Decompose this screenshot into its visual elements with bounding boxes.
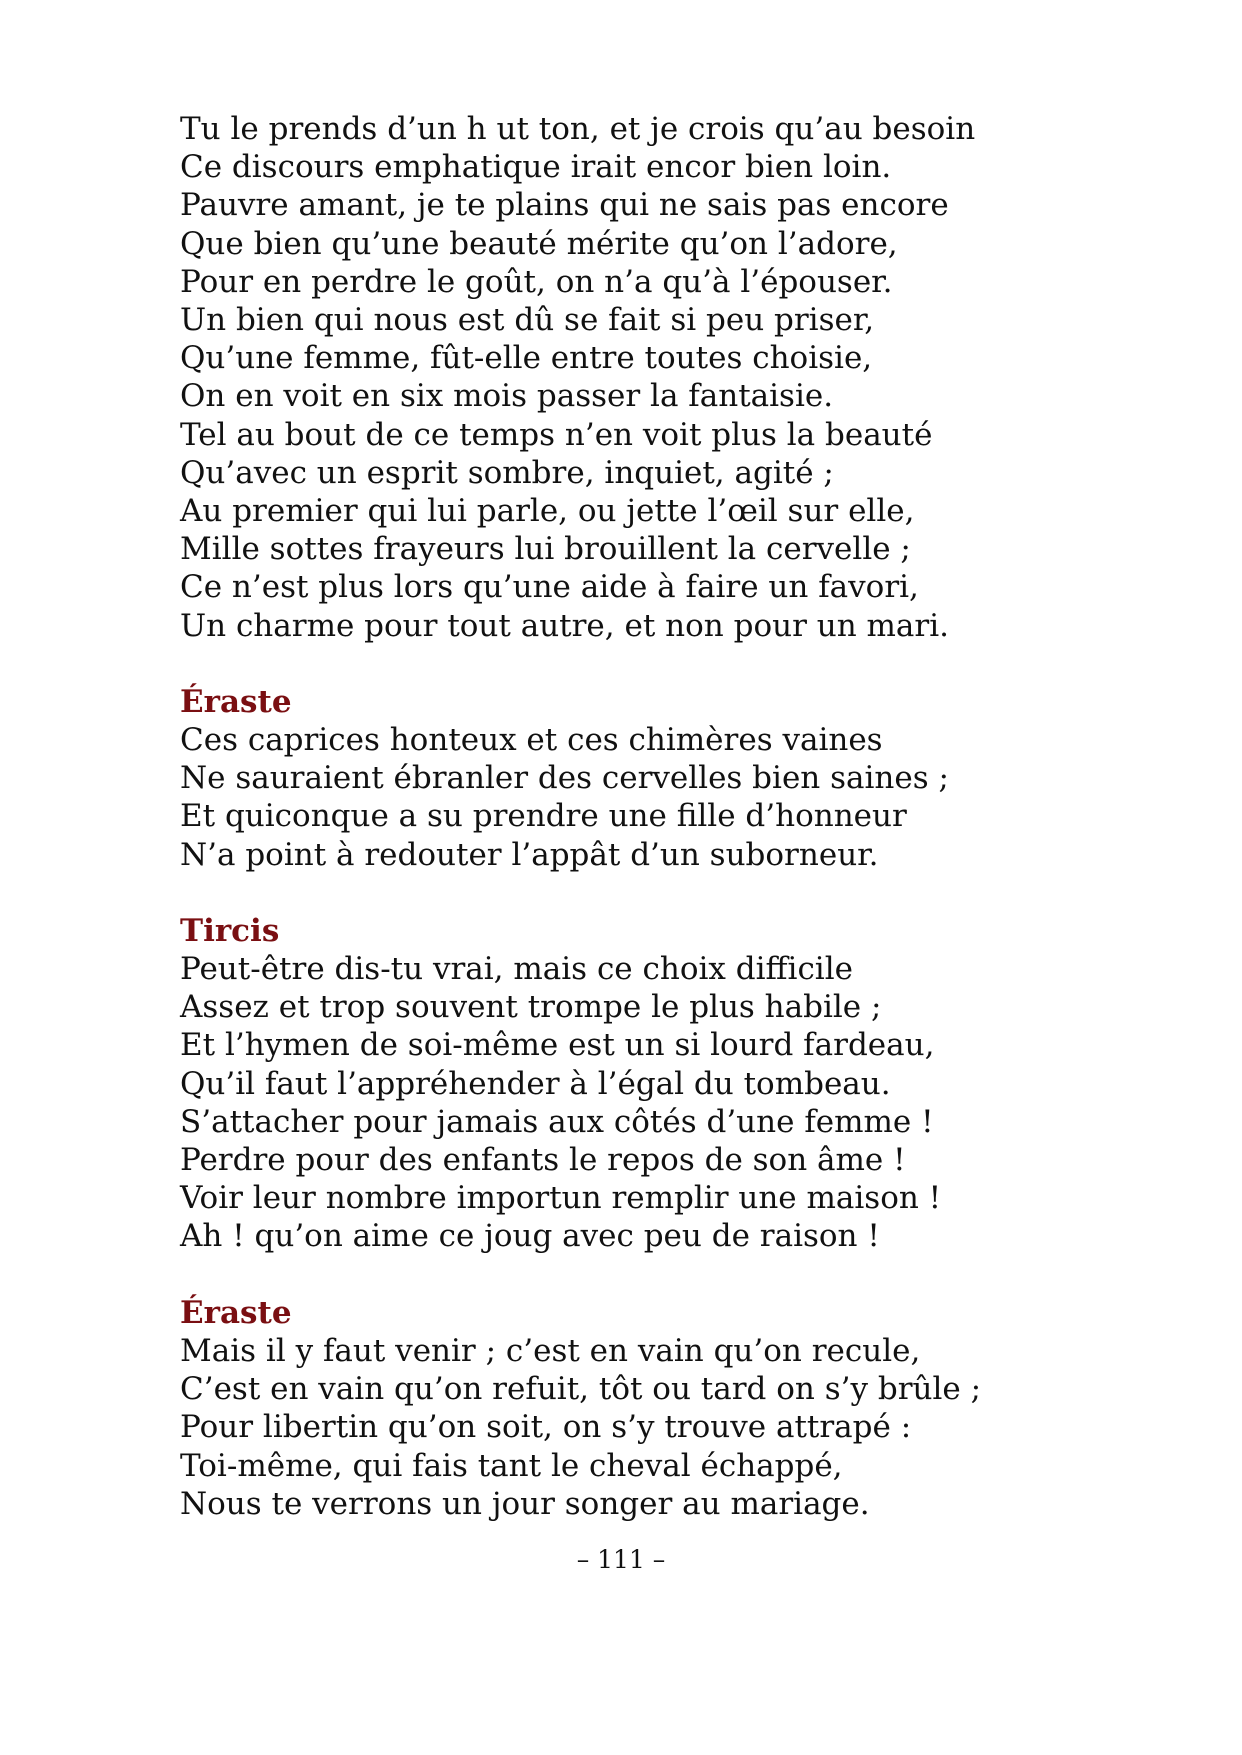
verse-line: Perdre pour des enfants le repos de son âme ! bbox=[180, 1142, 906, 1179]
verse-line: Ah ! qu’on aime ce joug avec peu de raison ! bbox=[180, 1218, 880, 1255]
page-number: – 111 – bbox=[576, 1545, 666, 1574]
verse-block-4 bbox=[180, 1294, 1180, 1523]
verse-line: Tel au bout de ce temps n’en voit plus la beauté bbox=[180, 416, 933, 453]
verse-line: Qu’avec un esprit sombre, inquiet, agité ; bbox=[180, 454, 834, 491]
verse-line: N’a point à redouter l’appât d’un suborneur. bbox=[180, 836, 879, 873]
verse-line: Mais il y faut venir ; c’est en vain qu’on recule, bbox=[180, 1332, 921, 1369]
verse-line: Que bien qu’une beauté mérite qu’on l’adore, bbox=[180, 225, 898, 262]
verse-block-3 bbox=[180, 912, 1180, 1256]
verse-block-1 bbox=[180, 110, 1180, 645]
verse-line: Ce discours emphatique irait encor bien loin. bbox=[180, 149, 892, 186]
verse-line: Peut-être dis-tu vrai, mais ce choix difficile bbox=[180, 951, 853, 988]
speaker-name: Éraste bbox=[180, 683, 292, 720]
speaker-name: Éraste bbox=[180, 1294, 292, 1331]
page-content bbox=[180, 110, 1180, 1523]
verse-line: On en voit en six mois passer la fantaisie. bbox=[180, 378, 834, 415]
verse-line: Mille sottes frayeurs lui brouillent la cervelle ; bbox=[180, 531, 911, 568]
verse-line: Nous te verrons un jour songer au mariage. bbox=[180, 1485, 870, 1522]
verse-line: Un charme pour tout autre, et non pour un mari. bbox=[180, 607, 949, 644]
verse-line: Ce n’est plus lors qu’une aide à faire un favori, bbox=[180, 569, 919, 606]
verse-line: Ces caprices honteux et ces chimères vaines bbox=[180, 722, 883, 759]
verse-line: Un bien qui nous est dû se fait si peu priser, bbox=[180, 302, 875, 339]
verse-line: Pour en perdre le goût, on n’a qu’à l’épouser. bbox=[180, 263, 893, 300]
verse-line: Qu’une femme, fût-elle entre toutes choisie, bbox=[180, 340, 873, 377]
verse-line: Et l’hymen de soi-même est un si lourd fardeau, bbox=[180, 1027, 935, 1064]
verse-line: S’attacher pour jamais aux côtés d’une femme ! bbox=[180, 1103, 934, 1140]
verse-line: Assez et trop souvent trompe le plus habile ; bbox=[180, 989, 882, 1026]
verse-line: C’est en vain qu’on refuit, tôt ou tard on s’y brûle ; bbox=[180, 1371, 982, 1408]
verse-line: Au premier qui lui parle, ou jette l’œil sur elle, bbox=[180, 493, 915, 530]
verse-line: Et quiconque a su prendre une fille d’honneur bbox=[180, 798, 907, 835]
verse-line: Voir leur nombre importun remplir une maison ! bbox=[180, 1180, 942, 1217]
verse-line: Pauvre amant, je te plains qui ne sais pas encore bbox=[180, 187, 949, 224]
verse-line: Qu’il faut l’appréhender à l’égal du tombeau. bbox=[180, 1065, 891, 1102]
verse-line: Tu le prends d’un h ut ton, et je crois qu’au besoin bbox=[180, 111, 976, 147]
verse-line: Toi-même, qui fais tant le cheval échappé, bbox=[180, 1447, 843, 1484]
verse-line: Pour libertin qu’on soit, on s’y trouve attrapé : bbox=[180, 1409, 912, 1446]
speaker-name: Tircis bbox=[180, 912, 280, 949]
verse-block-2 bbox=[180, 683, 1180, 874]
verse-line: Ne sauraient ébranler des cervelles bien saines ; bbox=[180, 760, 949, 797]
